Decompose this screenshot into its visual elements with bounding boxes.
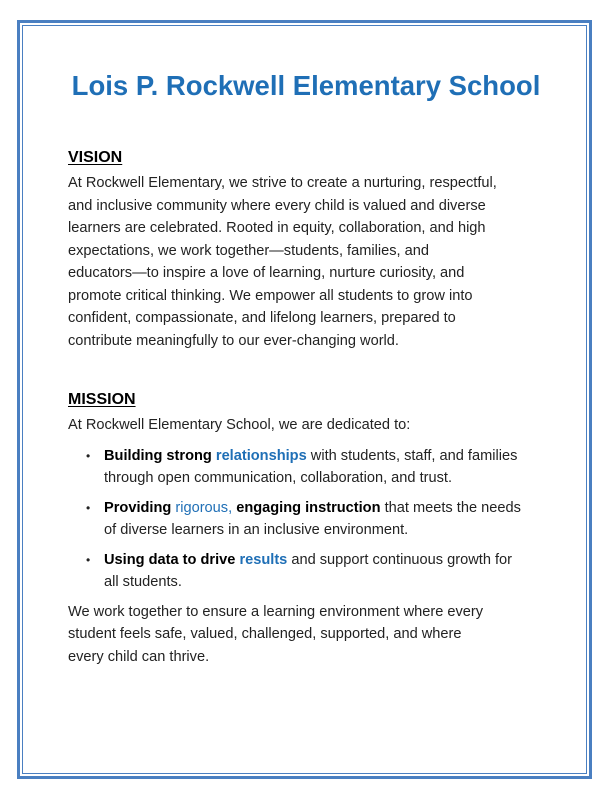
item-strong-text: Using data to drive	[104, 551, 236, 568]
item-highlight-text: results	[239, 551, 288, 568]
bullet-icon: •	[86, 448, 91, 463]
closing-line: every child can thrive.	[68, 648, 210, 665]
closing-line: student feels safe, valued, challenged, supported, and where	[68, 626, 462, 642]
mission-list-item	[86, 549, 558, 593]
item-highlight-text: rigorous,	[175, 499, 233, 516]
vision-heading: VISION	[68, 149, 123, 166]
mission-closing	[68, 601, 558, 669]
vision-paragraph	[68, 172, 558, 352]
vision-line: confident, compassionate, and lifelong learners, prepared to	[68, 310, 456, 326]
item-text-line2: of diverse learners in an inclusive environment.	[104, 521, 409, 538]
vision-line: learners are celebrated. Rooted in equity, collaboration, and high	[68, 220, 486, 236]
item-text-line2: all students.	[104, 573, 182, 590]
item-highlight-text: relationships	[215, 447, 307, 464]
item-text: with students, staff, and families	[310, 447, 518, 464]
item-text-line2: through open communication, collaboration, and trust.	[104, 469, 453, 486]
bullet-icon: •	[86, 500, 91, 515]
closing-line: We work together to ensure a learning environment where every	[68, 603, 484, 620]
item-strong-text: Providing	[104, 499, 172, 516]
vision-line: expectations, we work together—students, families, and	[68, 242, 429, 259]
mission-heading: MISSION	[68, 391, 136, 408]
vision-line: promote critical thinking. We empower all students to grow into	[68, 287, 473, 304]
bullet-icon: •	[86, 552, 91, 567]
document-content	[68, 66, 558, 668]
vision-line: and inclusive community where every child is valued and diverse	[68, 197, 486, 214]
vision-line: educators—to inspire a love of learning, nurture curiosity, and	[68, 265, 465, 281]
item-text: that meets the needs	[384, 499, 521, 516]
mission-list-item	[86, 497, 558, 541]
vision-line: At Rockwell Elementary, we strive to create a nurturing, respectful,	[68, 175, 497, 191]
item-strong-text: Building strong	[104, 447, 212, 464]
mission-intro: At Rockwell Elementary School, we are dedicated to:	[68, 417, 411, 433]
vision-line: contribute meaningfully to our ever-changing world.	[68, 332, 399, 349]
item-text: and support continuous growth for	[291, 551, 513, 568]
mission-list-item	[86, 445, 558, 489]
item-strong-text-2: engaging instruction	[236, 499, 381, 516]
page-title: Lois P. Rockwell Elementary School	[71, 70, 541, 101]
mission-list	[68, 445, 558, 593]
